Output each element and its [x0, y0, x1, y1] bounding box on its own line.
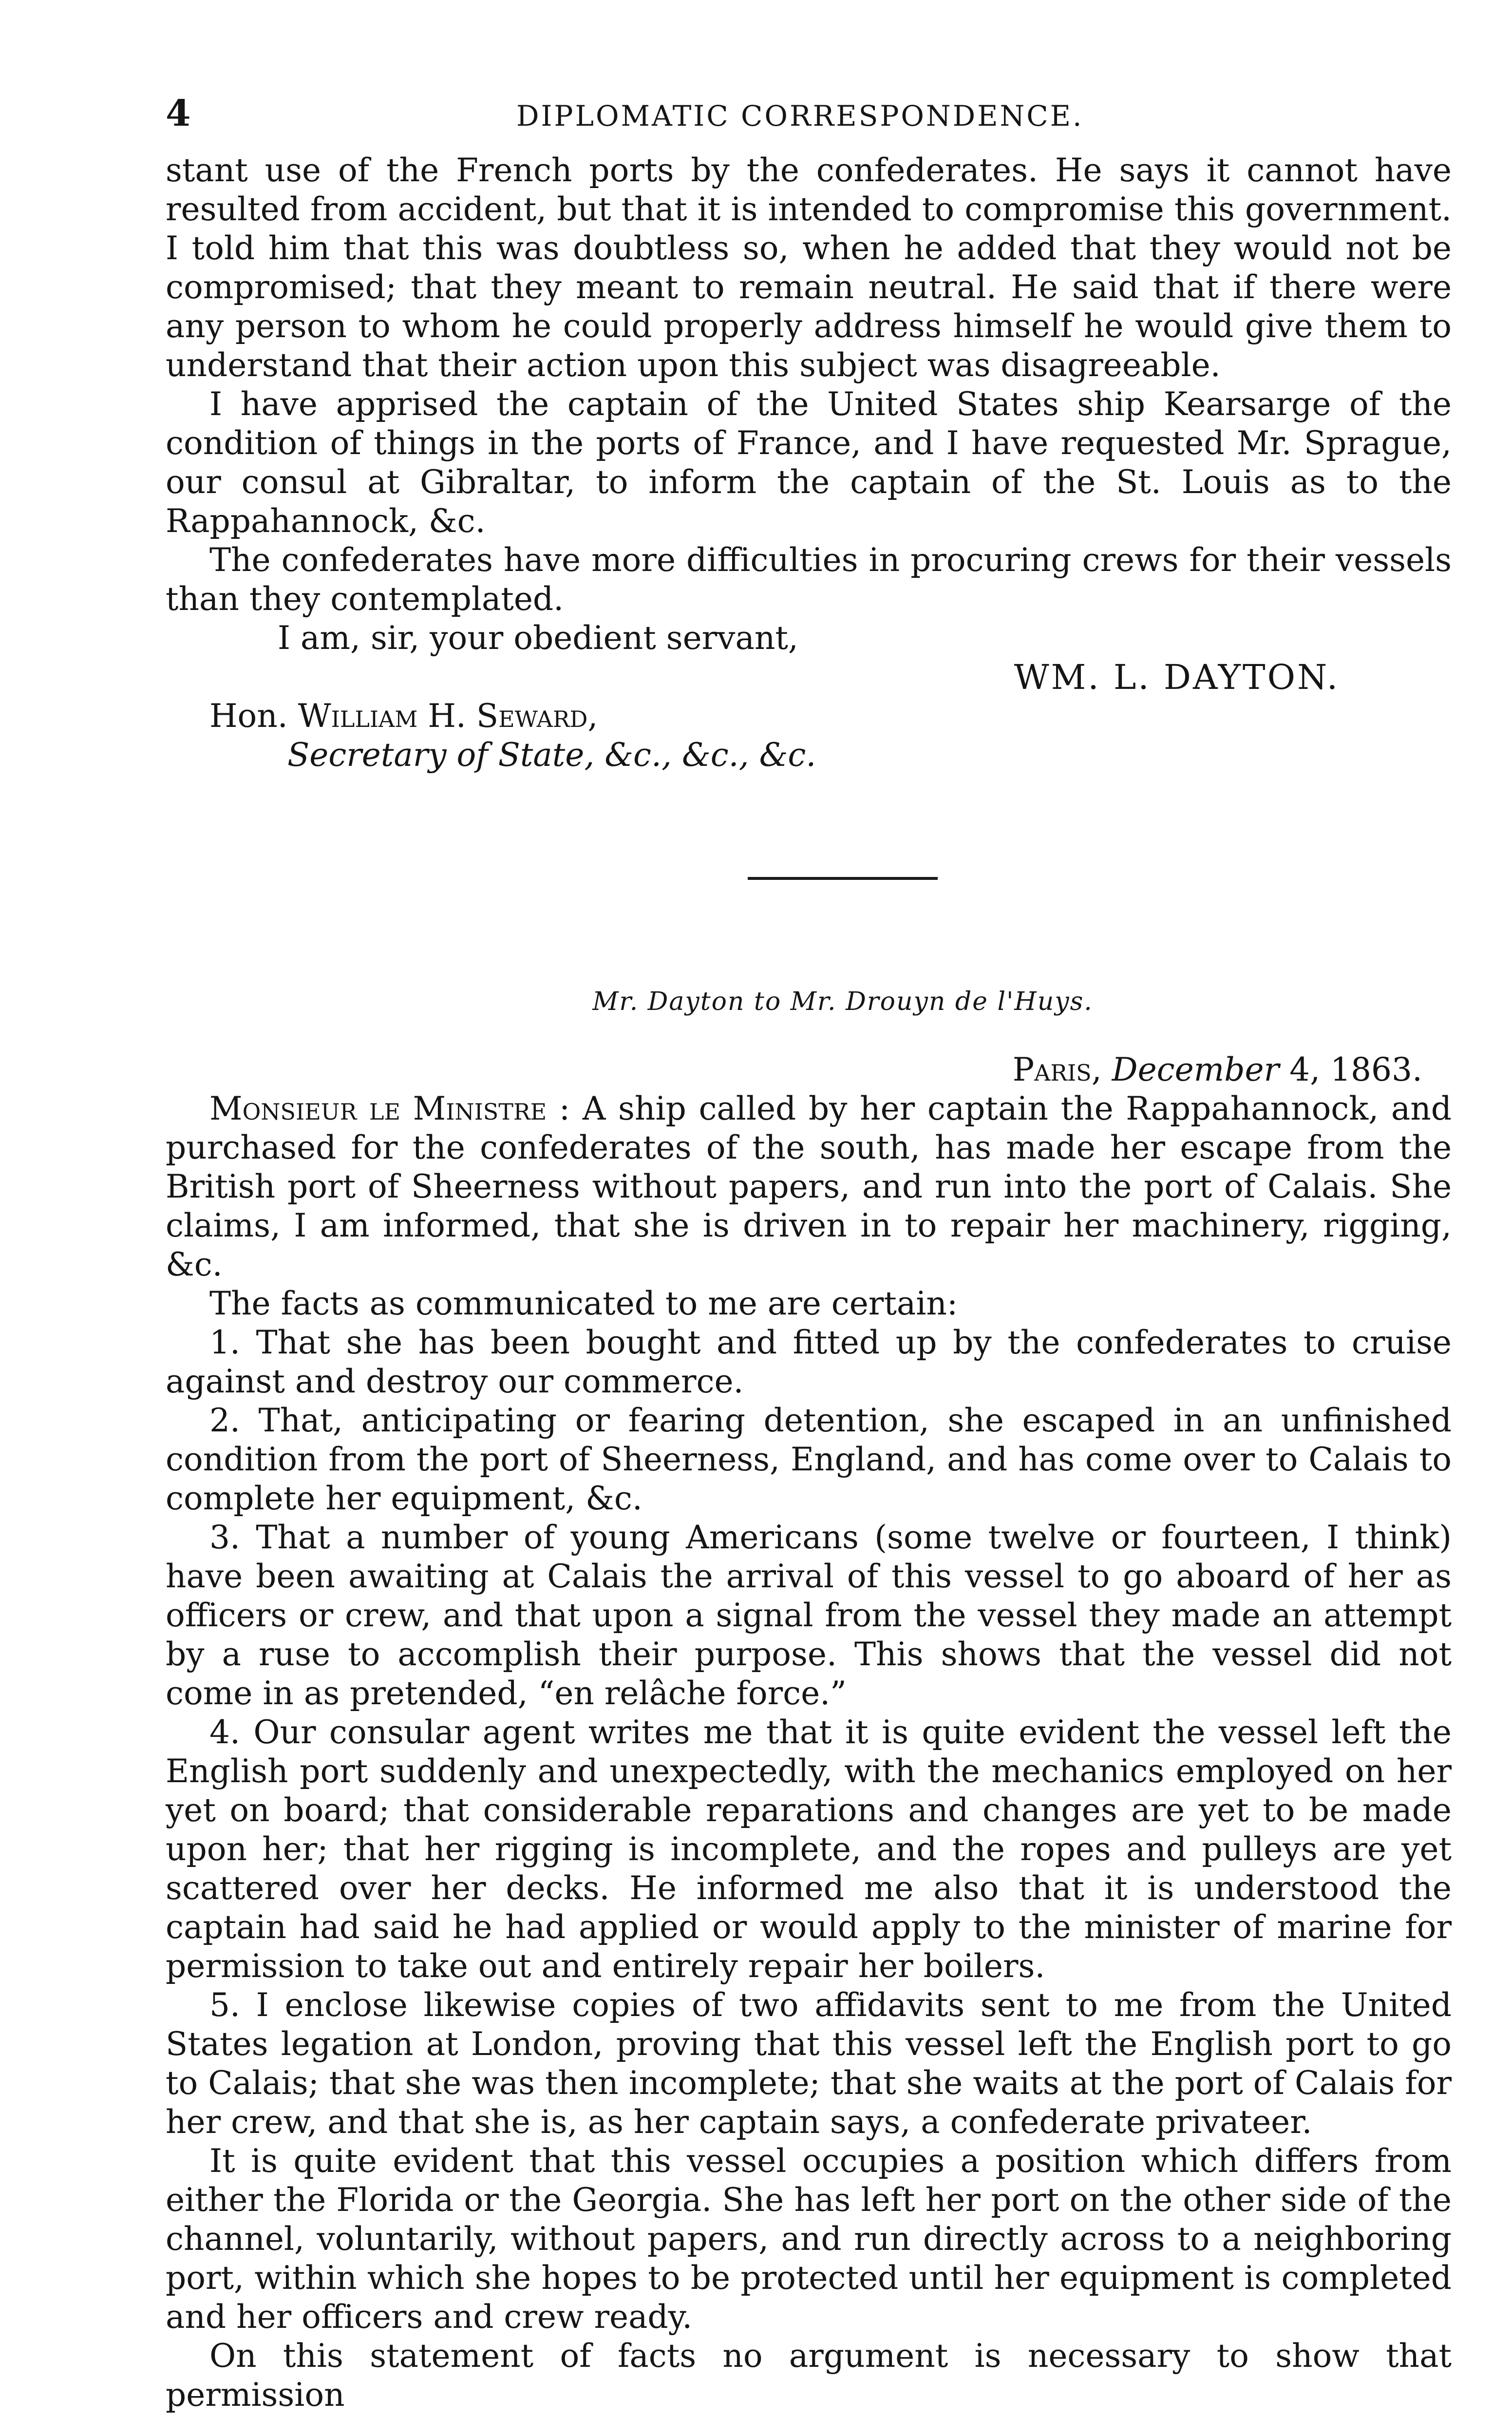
letter1-addressee-title: Secretary of State, &c., &c., &c. — [287, 736, 816, 774]
letter1-signature: WM. L. DAYTON. — [1014, 657, 1340, 697]
letter2-dateline — [166, 1050, 1452, 1089]
addressee-name: William H. Seward, — [298, 697, 598, 735]
section-divider — [748, 877, 938, 880]
date-month: December — [1112, 1051, 1280, 1088]
letter2-salutation: Monsieur le Ministre : — [209, 1090, 570, 1127]
letter2-paragraph-7: 5. I enclose likewise copies of two affidavits sent to me from the United States legation at London, proving that this vessel left the English port to go to Calais; that she was then incomplete; that she waits at the port of Calais for her crew, and that she is, as her captain says, a confederate privateer. — [166, 1986, 1452, 2141]
letter1-paragraph-3: The confederates have more difficulties in procuring crews for their vessels than they contemplated. — [166, 541, 1452, 618]
letter2-paragraph-2: The facts as communicated to me are certain: — [209, 1285, 958, 1322]
letter1-paragraph-2: I have apprised the captain of the United States ship Kearsarge of the condition of things in the ports of France, and I have requested Mr. Sprague, our consul at Gibraltar, to inform the captain of the St. Louis as to the Rappahannock, &c. — [166, 385, 1452, 540]
letter2-paragraph-3: 1. That she has been bought and fitted up by the confederates to cruise against and destroy our commerce. — [166, 1324, 1452, 1400]
letter1-addressee — [166, 697, 1452, 736]
letter2-paragraph-8: It is quite evident that this vessel occupies a position which differs from either the Florida or the Georgia. She has left her port on the other side of the channel, voluntarily, without papers, and run directly across to a neighboring port, within which she hopes to be protected until her equipment is completed and her officers and crew ready. — [166, 2142, 1452, 2336]
page-header — [166, 93, 1452, 151]
letter2-paragraph-9: On this statement of facts no argument is necessary to show that permission — [166, 2337, 1452, 2414]
page-number: 4 — [166, 93, 191, 134]
date-rest: 4, 1863. — [1279, 1051, 1422, 1088]
letter2-paragraph-4: 2. That, anticipating or fearing detention, she escaped in an unfinished condition from the port of Sheerness, England, and has come over to Calais to complete her equipment, &c. — [166, 1402, 1452, 1517]
addressee-prefix: Hon. — [209, 697, 298, 735]
letter2-paragraph-6: 4. Our consular agent writes me that it is quite evident the vessel left the English port suddenly and unexpectedly, with the mechanics employed on her yet on board; that considerable reparations and changes are yet to be made upon her; that her rigging is incomplete, and the ropes and pulleys are yet scattered over her decks. He informed me also that it is understood the captain had said he had applied or would apply to the minister of marine for permission to take out and entirely repair her boilers. — [166, 1713, 1452, 1985]
letter2-paragraph-1 — [166, 1089, 1452, 1284]
document-page — [166, 93, 1452, 2415]
date-place: Paris, — [1012, 1051, 1102, 1088]
letter2-heading: Mr. Dayton to Mr. Drouyn de l'Huys. — [592, 987, 1093, 1016]
running-head: DIPLOMATIC CORRESPONDENCE. — [516, 99, 1084, 133]
letter1-closing: I am, sir, your obedient servant, — [278, 619, 798, 657]
letter2-paragraph-5: 3. That a number of young Americans (some twelve or fourteen, I think) have been awaiting at Calais the arrival of this vessel to go aboard of her as officers or crew, and that upon a signal from the vessel they made an attempt by a ruse to accomplish their purpose. This shows that the vessel did not come in as pretended, “en relâche force.” — [166, 1519, 1452, 1712]
letter1-paragraph-1: stant use of the French ports by the confederates. He says it cannot have resulted from accident, but that it is intended to compromise this government. I told him that this was doubtless so, when he added that they would not be compromised; that they meant to remain neutral. He said that if there were any person to whom he could properly address himself he would give them to understand that their action upon this subject was disagreeable. — [166, 152, 1452, 384]
letter2-paragraph-1-text: A ship called by her captain the Rappahannock, and purchased for the confederates of the south, has made her escape from the British port of Sheerness without papers, and run into the port of Calais. She claims, I am informed, that she is driven in to repair her machinery, rigging, &c. — [166, 1090, 1452, 1283]
